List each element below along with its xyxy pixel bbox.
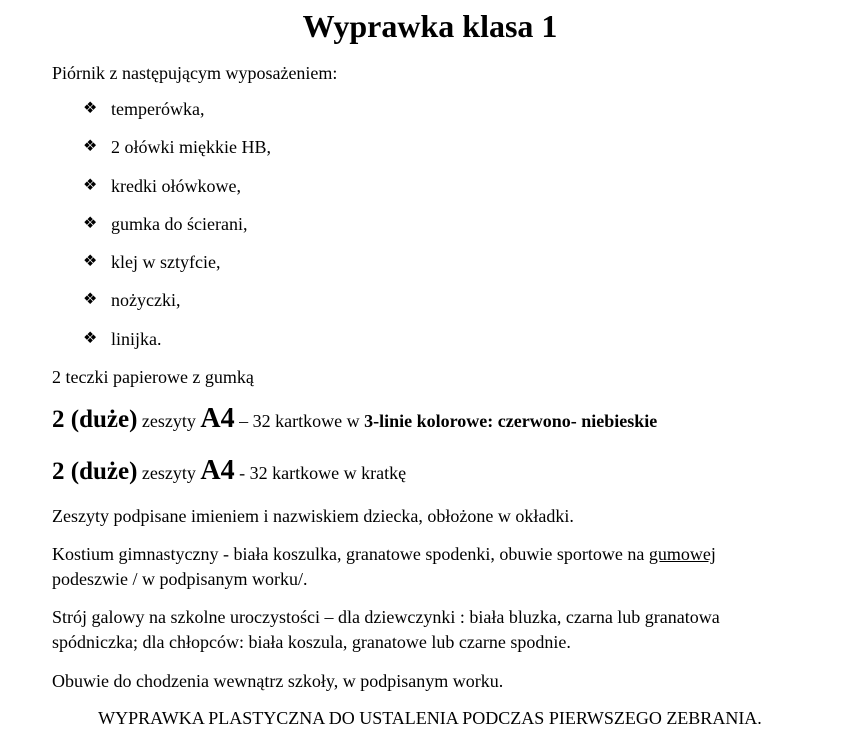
notebook-word: zeszyty	[137, 411, 201, 431]
list-item	[83, 327, 271, 365]
gala-line-2: spódniczka; dla chłopców: biała koszula, granatowe lub czarne spodnie.	[52, 632, 571, 652]
list-item-label: kredki ołówkowe,	[111, 175, 241, 196]
list-item-label: linijka.	[111, 328, 162, 349]
pe-kit-line-2: podeszwie / w podpisanym worku/.	[52, 569, 308, 589]
list-item-label: 2 ołówki miękkie HB,	[111, 137, 271, 158]
diamond-bullet-icon: ❖	[83, 176, 98, 194]
diamond-bullet-icon: ❖	[83, 138, 98, 156]
diamond-bullet-icon: ❖	[83, 253, 98, 271]
notebook-desc: – 32 kartkowe w	[234, 411, 365, 431]
pe-kit-underlined: gumowej	[648, 544, 716, 564]
pencil-case-intro: Piórnik z następującym wyposażeniem:	[52, 63, 338, 83]
gala-line-1: Strój galowy na szkolne uroczystości – dla dziewczynki : biała bluzka, czarna lub granatowa	[52, 607, 720, 627]
notebook-line-2	[52, 454, 406, 490]
list-item	[83, 250, 271, 288]
notebook-lines: 3-linie kolorowe: czerwono- niebieskie	[364, 411, 658, 431]
pe-kit-line-1	[52, 542, 716, 566]
notebook-qty: 2 (duże)	[52, 458, 138, 485]
notebook-format: A4	[200, 455, 235, 486]
list-item-label: klej w sztyfcie,	[111, 252, 221, 273]
diamond-bullet-icon: ❖	[83, 214, 98, 232]
notebook-desc: - 32 kartkowe w kratkę	[234, 463, 407, 483]
list-item	[83, 97, 271, 135]
list-item	[83, 135, 271, 173]
list-item	[83, 212, 271, 250]
list-item-label: nożyczki,	[111, 290, 181, 311]
pe-kit-text: Kostium gimnastyczny - biała koszulka, granatowe spodenki, obuwie sportowe na	[52, 544, 649, 564]
notebook-format: A4	[200, 403, 235, 434]
folders-line: 2 teczki papierowe z gumką	[52, 367, 254, 387]
footer-note: WYPRAWKA PLASTYCZNA DO USTALENIA PODCZAS PIERWSZEGO ZEBRANIA.	[98, 708, 762, 728]
page-title: Wyprawka klasa 1	[302, 8, 558, 44]
pencil-case-list	[83, 97, 271, 365]
shoes-line: Obuwie do chodzenia wewnątrz szkoły, w podpisanym worku.	[52, 671, 504, 691]
list-item	[83, 288, 271, 326]
list-item	[83, 174, 271, 212]
notebook-word: zeszyty	[137, 463, 201, 483]
notebook-qty: 2 (duże)	[52, 406, 138, 433]
diamond-bullet-icon: ❖	[83, 291, 98, 309]
diamond-bullet-icon: ❖	[83, 100, 98, 117]
list-item-label: temperówka,	[111, 99, 205, 119]
list-item-label: gumka do ścierani,	[111, 213, 248, 234]
notebooks-note: Zeszyty podpisane imieniem i nazwiskiem dziecka, obłożone w okładki.	[52, 506, 574, 526]
notebook-line-1	[52, 402, 657, 438]
diamond-bullet-icon: ❖	[83, 329, 98, 347]
